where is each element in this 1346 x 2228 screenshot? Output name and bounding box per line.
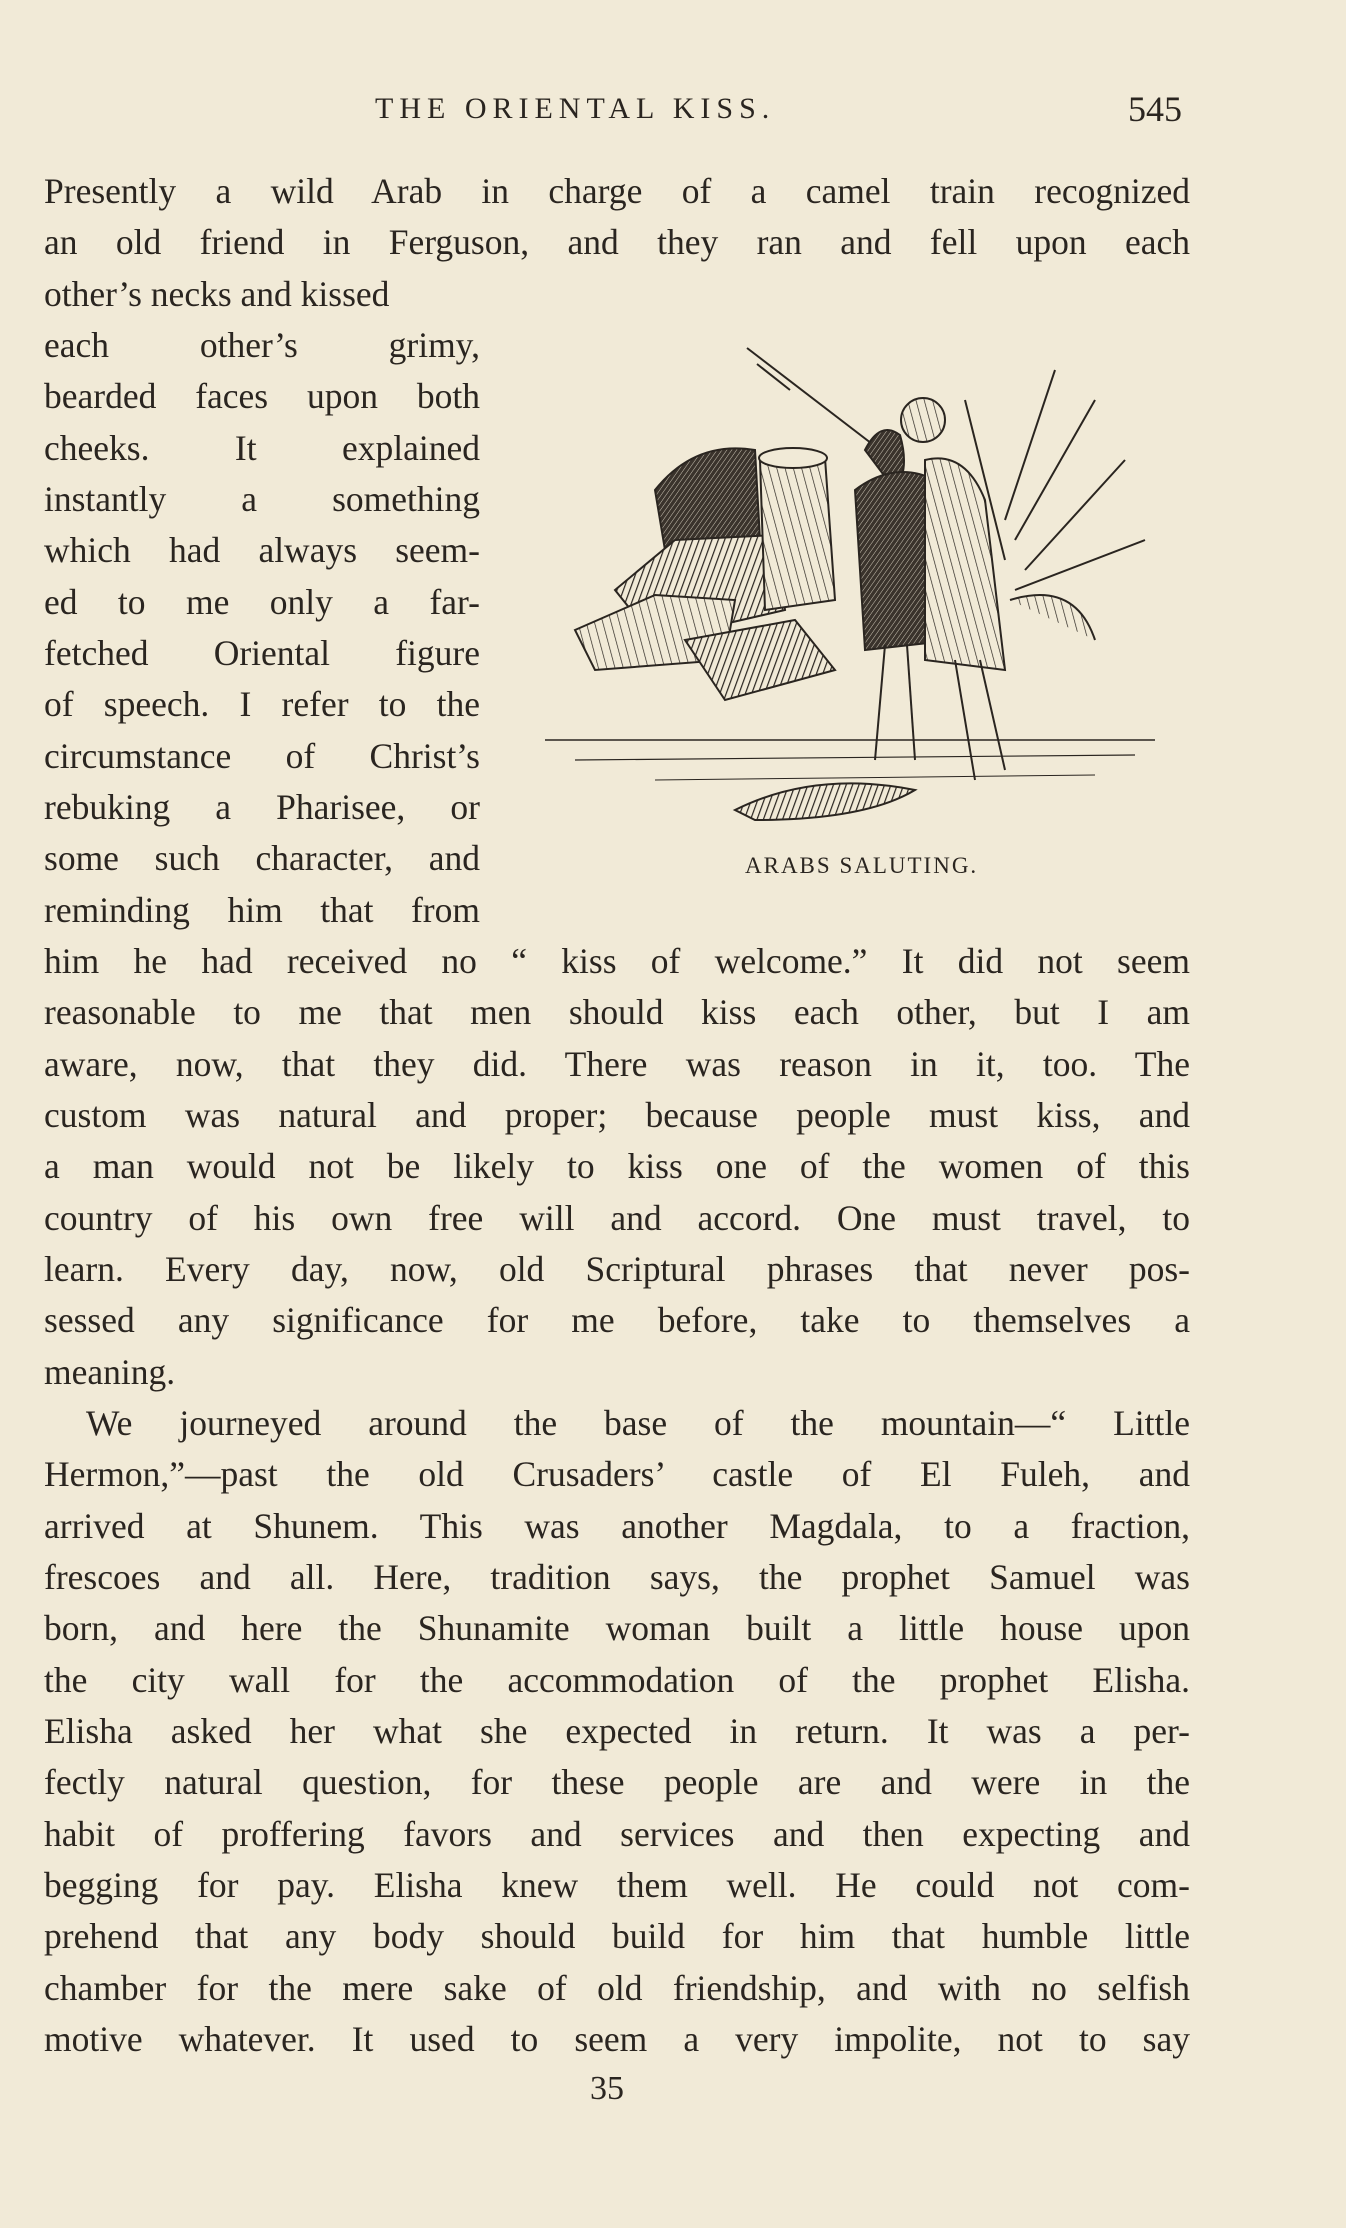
text-line: meaning. (44, 1352, 176, 1392)
text-line: Presently a wild Arab in charge of a camel train recognized (44, 171, 1190, 211)
text-line: instantly a something (44, 479, 480, 519)
text-line: which had always seem- (44, 530, 480, 570)
figure-caption: ARABS SALUTING. (745, 853, 979, 878)
text-line: motive whatever. It used to seem a very impolite, not to say (44, 2019, 1190, 2059)
text-line: of speech. I refer to the (44, 684, 480, 724)
text-line: fetched Oriental figure (44, 633, 480, 673)
text-line: learn. Every day, now, old Scriptural phrases that never pos- (44, 1249, 1190, 1289)
text-line: prehend that any body should build for him that humble little (44, 1916, 1190, 1956)
engraving-illustration (535, 340, 1185, 840)
text-line: cheeks. It explained (44, 428, 480, 468)
page-number: 545 (1128, 89, 1182, 129)
text-line: We journeyed around the base of the mountain—“ Little (86, 1403, 1190, 1443)
text-line: custom was natural and proper; because people must kiss, and (44, 1095, 1190, 1135)
running-head (0, 89, 1346, 132)
text-line: reasonable to me that men should kiss each other, but I am (44, 992, 1190, 1032)
text-line: reminding him that from (44, 890, 480, 930)
text-line: country of his own free will and accord. One must travel, to (44, 1198, 1190, 1238)
text-line: chamber for the mere sake of old friendship, and with no selfish (44, 1968, 1190, 2008)
text-line: ed to me only a far- (44, 582, 480, 622)
text-line: each other’s grimy, (44, 325, 480, 365)
text-line: some such character, and (44, 838, 480, 878)
signature-mark: 35 (590, 2070, 624, 2107)
text-line: Elisha asked her what she expected in return. It was a per- (44, 1711, 1190, 1751)
text-line: arrived at Shunem. This was another Magdala, to a fraction, (44, 1506, 1190, 1546)
text-line: a man would not be likely to kiss one of the women of this (44, 1146, 1190, 1186)
text-line: begging for pay. Elisha knew them well. He could not com- (44, 1865, 1190, 1905)
text-line: aware, now, that they did. There was reason in it, too. The (44, 1044, 1190, 1084)
text-line: habit of proffering favors and services and then expecting and (44, 1814, 1190, 1854)
text-line: fectly natural question, for these people are and were in the (44, 1762, 1190, 1802)
text-line: frescoes and all. Here, tradition says, the prophet Samuel was (44, 1557, 1190, 1597)
text-line: rebuking a Pharisee, or (44, 787, 480, 827)
text-line: born, and here the Shunamite woman built a little house upon (44, 1608, 1190, 1648)
text-line: an old friend in Ferguson, and they ran and fell upon each (44, 222, 1190, 262)
running-title: THE ORIENTAL KISS. (375, 92, 776, 125)
text-line: Hermon,”—past the old Crusaders’ castle of El Fuleh, and (44, 1454, 1190, 1494)
text-line: sessed any significance for me before, take to themselves a (44, 1300, 1190, 1340)
text-line: him he had received no “ kiss of welcome.” It did not seem (44, 941, 1190, 981)
text-line: the city wall for the accommodation of the prophet Elisha. (44, 1660, 1190, 1700)
engraving-arabs-saluting (535, 340, 1185, 840)
text-line: other’s necks and kissed (44, 274, 390, 314)
text-line: bearded faces upon both (44, 376, 480, 416)
text-line: circumstance of Christ’s (44, 736, 480, 776)
